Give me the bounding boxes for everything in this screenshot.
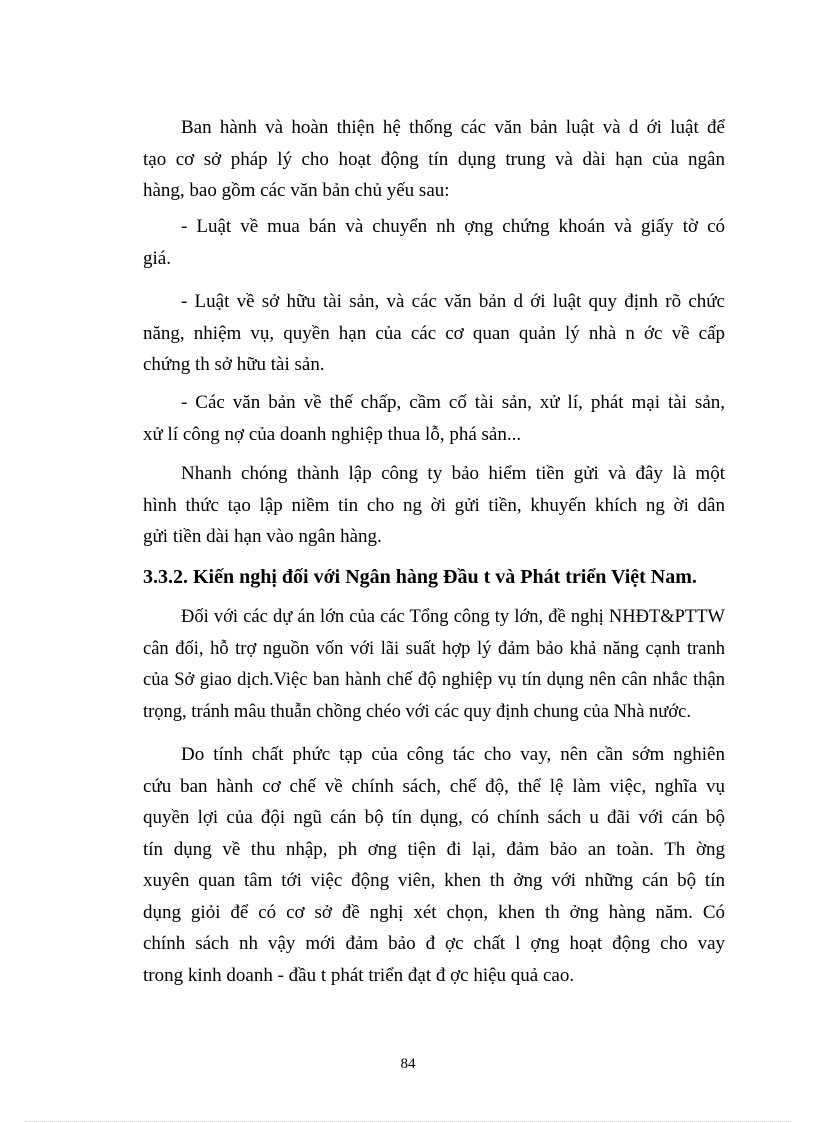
text-line: chứng th sở hữu tài sản. (143, 354, 325, 375)
paragraph-mortgage-documents (143, 387, 725, 450)
paragraph-legal-framework (143, 112, 725, 207)
text-line: Nhanh chóng thành lập công ty bảo hiểm tiền gửi và đây là một (181, 463, 725, 484)
text-line: cứu ban hành cơ chế về chính sách, chế độ, thể lệ làm việc, nghĩa vụ (143, 775, 725, 797)
text-line: trong kinh doanh - đầu t phát triển đạt đ ợc hiệu quả cao. (143, 964, 575, 986)
paragraph-property-law (143, 286, 725, 381)
text-line: trọng, tránh mâu thuẫn chồng chéo với các quy định chung của Nhà nước. (143, 701, 691, 722)
paragraph-securities-law (143, 211, 725, 274)
text-line: - Luật về sở hữu tài sản, và các văn bản d ới luật quy định rõ chức (181, 291, 725, 312)
page-bottom-divider (25, 1121, 791, 1122)
text-line: Ban hành và hoàn thiện hệ thống các văn bản luật và d ới luật để (181, 117, 725, 138)
text-line: tín dụng về thu nhập, ph ơng tiện đi lại, đảm bảo an toàn. Th ờng (143, 838, 725, 860)
text-line: - Các văn bản về thế chấp, cầm cố tài sản, xử lí, phát mại tài sản, (181, 392, 725, 413)
text-line: quyền lợi của đội ngũ cán bộ tín dụng, có chính sách u đãi với cán bộ (143, 807, 725, 828)
text-line: Do tính chất phức tạp của công tác cho vay, nên cần sớm nghiên (181, 744, 725, 765)
page-number: 84 (400, 1056, 416, 1072)
text-line: chính sách nh vậy mới đảm bảo đ ợc chất l ợng hoạt động cho vay (143, 933, 725, 954)
paragraph-deposit-insurance (143, 458, 725, 553)
text-line: năng, nhiệm vụ, quyền hạn của các cơ quan quản lý nhà n ớc về cấp (143, 322, 725, 344)
text-line: xuyên quan tâm tới việc động viên, khen th ởng với những cán bộ tín (143, 870, 725, 891)
text-line: của Sở giao dịch.Việc ban hành chế độ nghiệp vụ tín dụng nên cân nhắc thận (143, 670, 725, 690)
text-line: hình thức tạo lập niềm tin cho ng ời gửi tiền, khuyến khích ng ời dân (143, 494, 725, 516)
text-line: - Luật về mua bán và chuyển nh ợng chứng khoán và giấy tờ có (181, 216, 725, 237)
text-line: Đối với các dự án lớn của các Tổng công ty lớn, đề nghị NHĐT&PTTW (181, 607, 725, 627)
text-line: xử lí công nợ của doanh nghiệp thua lỗ, phá sản... (143, 423, 522, 445)
text-line: giá. (143, 247, 171, 269)
text-line: cân đối, hỗ trợ nguồn vốn với lãi suất hợp lý đảm bảo khả năng cạnh tranh (143, 638, 725, 659)
paragraph-credit-staff (143, 739, 725, 991)
paragraph-large-projects (143, 602, 725, 728)
text-line: hàng, bao gồm các văn bản chủ yếu sau: (143, 180, 450, 201)
text-line: gửi tiền dài hạn vào ngân hàng. (143, 526, 382, 547)
text-line: dụng giỏi để có cơ sở đề nghị xét chọn, khen th ởng hàng năm. Có (143, 901, 725, 923)
section-heading: 3.3.2. Kiến nghị đối với Ngân hàng Đầu t và Phát triển Việt Nam. (143, 566, 697, 588)
text-line: tạo cơ sở pháp lý cho hoạt động tín dụng trung và dài hạn của ngân (143, 148, 725, 170)
